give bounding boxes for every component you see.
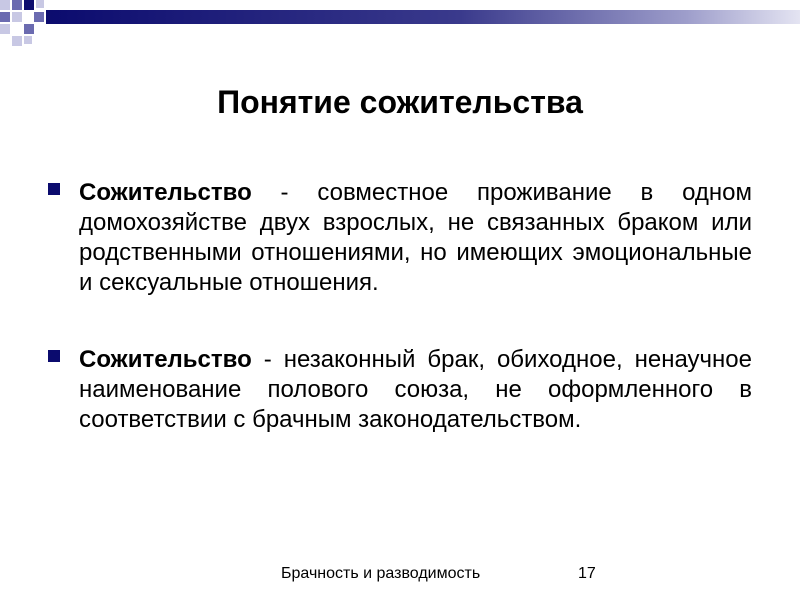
slide-number: 17 xyxy=(578,565,596,582)
checker-square xyxy=(12,0,22,10)
header-decoration xyxy=(0,0,800,50)
header-gradient-band xyxy=(0,0,800,50)
slide-title: Понятие сожительства xyxy=(217,84,583,120)
checker-square xyxy=(12,36,22,46)
checker-squares xyxy=(0,0,44,46)
bullet-term: Сожительство xyxy=(79,346,252,373)
checker-square xyxy=(24,36,32,44)
checker-square xyxy=(0,12,10,22)
checker-square xyxy=(36,0,44,8)
bullet-item xyxy=(44,178,752,298)
bullet-definition: - незаконный брак, обиходное, ненаучное наименование полового союза, не оформленного в соответствии с брачным законодательством. xyxy=(79,346,752,433)
bullet-item xyxy=(44,345,752,435)
checker-square xyxy=(12,12,22,22)
footer-text: Брачность и разводимость xyxy=(281,565,481,582)
square-bullet-icon xyxy=(48,183,60,195)
checker-square xyxy=(34,12,44,22)
bullet-definition: - совместное проживание в одном домохозяйстве двух взрослых, не связанных браком или родственными отношениями, но имеющих эмоциональные и сексуальные отношения. xyxy=(79,179,752,296)
bullet-term: Сожительство xyxy=(79,179,252,206)
checker-square xyxy=(0,0,10,10)
bullet-list xyxy=(44,178,752,435)
checker-square xyxy=(24,0,34,10)
square-bullet-icon xyxy=(48,350,60,362)
checker-square xyxy=(0,24,10,34)
checker-square xyxy=(24,24,34,34)
header-bar xyxy=(46,10,800,24)
